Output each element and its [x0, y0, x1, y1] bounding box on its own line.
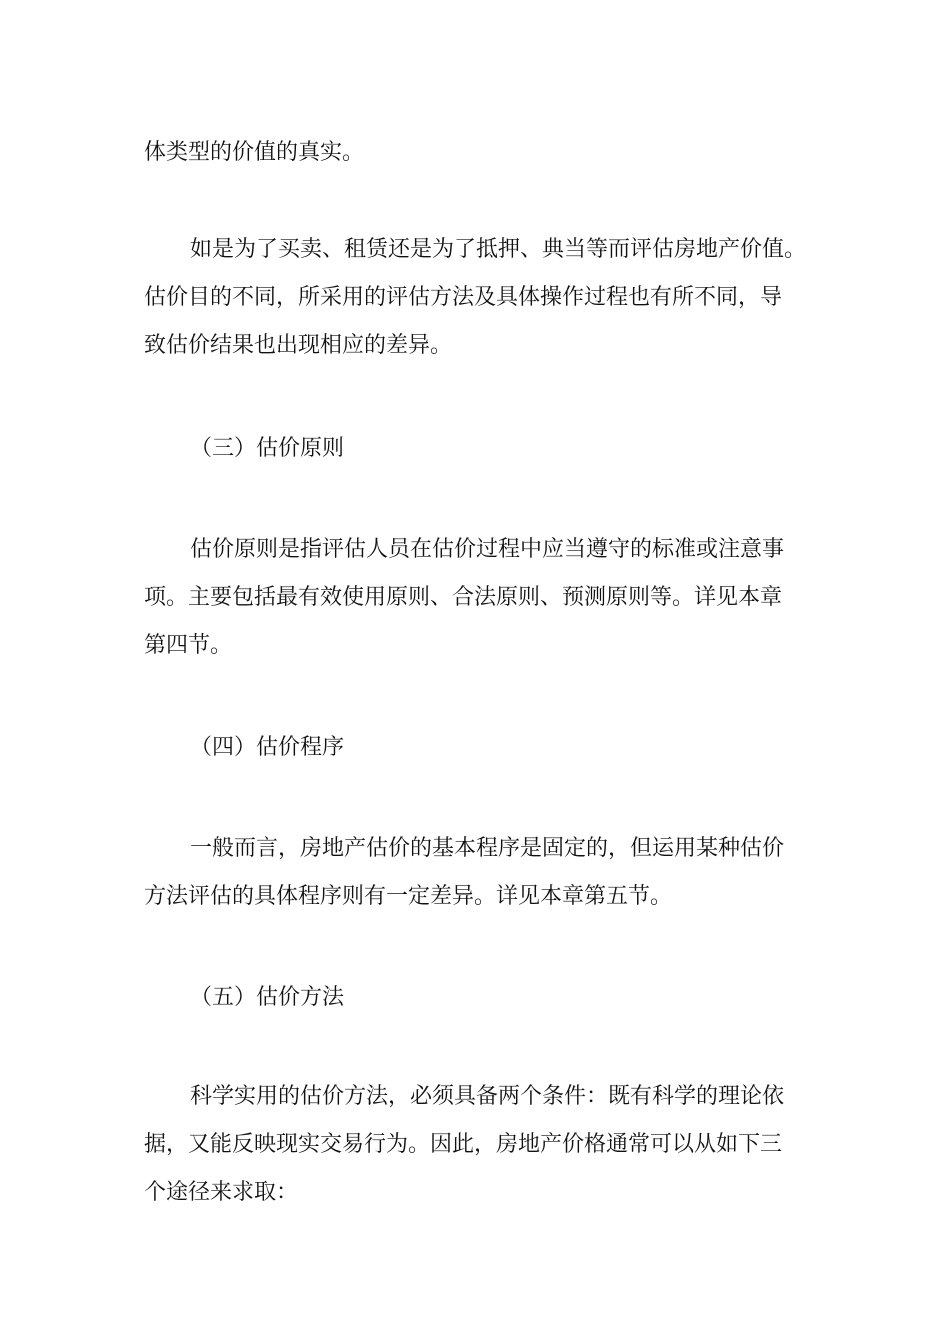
- text-line: 体类型的价值的真实。: [144, 140, 365, 165]
- paragraph-principles: [144, 526, 814, 670]
- text-line: 据，又能反映现实交易行为。因此，房地产价格通常可以从如下三: [144, 1132, 783, 1157]
- heading-text: （五）估价方法: [190, 985, 345, 1010]
- paragraph-continuation: [144, 129, 814, 177]
- text-line: 如是为了买卖、租赁还是为了抵押、典当等而评估房地产价值。: [190, 237, 807, 262]
- paragraph-methods: [144, 1073, 814, 1217]
- text-line: 估价原则是指评估人员在估价过程中应当遵守的标准或注意事: [190, 537, 785, 562]
- heading-text: （四）估价程序: [190, 735, 345, 760]
- text-line: 估价目的不同，所采用的评估方法及具体操作过程也有所不同，导: [144, 285, 783, 310]
- paragraph-procedure: [144, 825, 814, 921]
- text-line: 项。主要包括最有效使用原则、合法原则、预测原则等。详见本章: [144, 585, 783, 610]
- text-line: 一般而言，房地产估价的基本程序是固定的，但运用某种估价: [190, 836, 785, 861]
- section-heading-methods: [144, 974, 814, 1022]
- paragraph-purpose: [144, 226, 814, 370]
- text-line: 个途径来求取：: [144, 1180, 299, 1205]
- text-line: 方法评估的具体程序则有一定差异。详见本章第五节。: [144, 884, 673, 909]
- text-line: 科学实用的估价方法，必须具备两个条件：既有科学的理论依: [190, 1084, 785, 1109]
- section-heading-principles: [144, 425, 814, 473]
- heading-text: （三）估价原则: [190, 436, 345, 461]
- section-heading-procedure: [144, 724, 814, 772]
- text-line: 致估价结果也出现相应的差异。: [144, 333, 453, 358]
- text-line: 第四节。: [144, 633, 233, 658]
